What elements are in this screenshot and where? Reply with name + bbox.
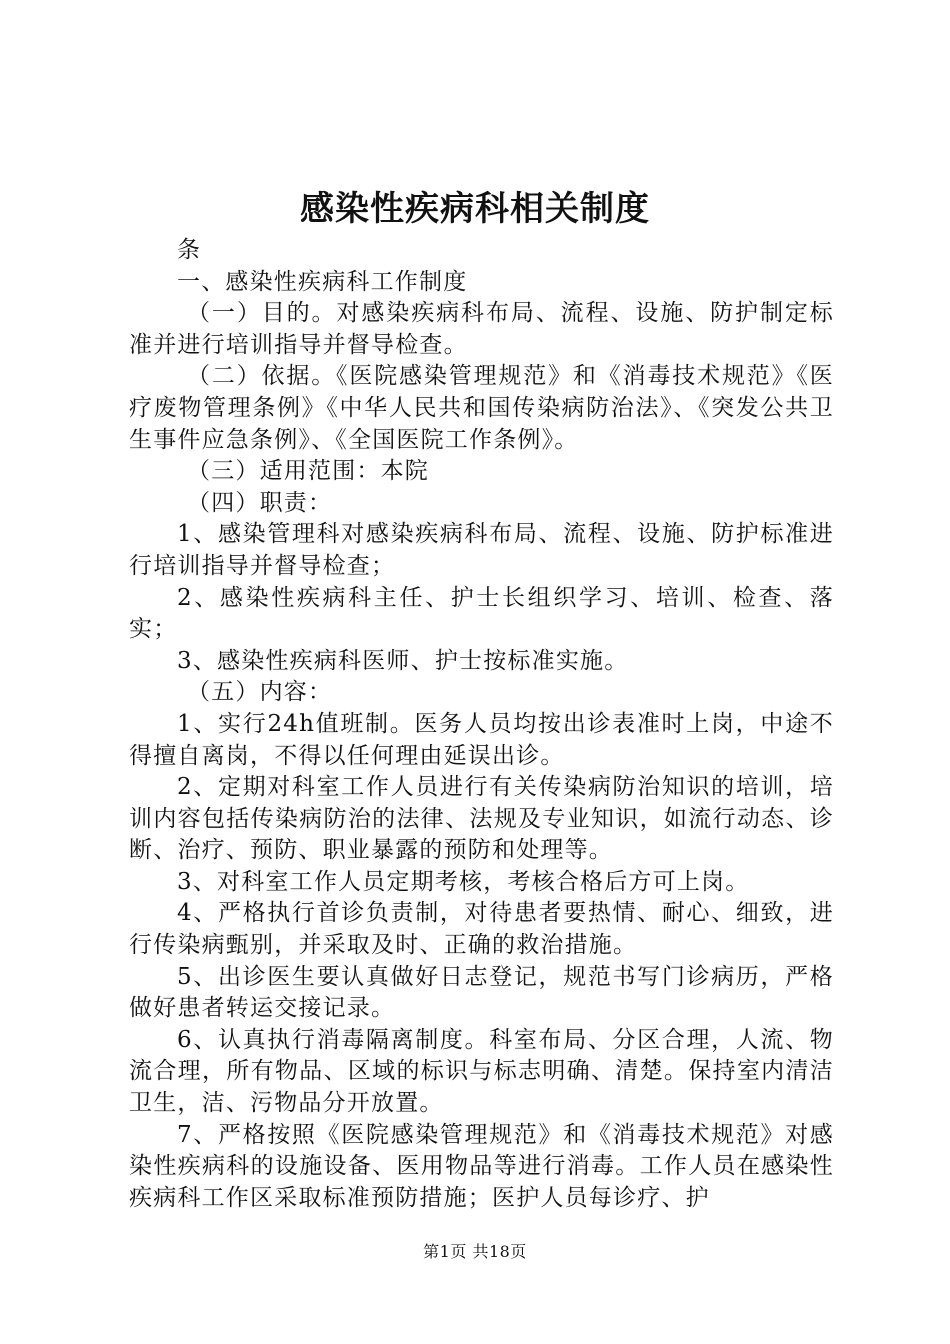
document-title: 感染性疾病科相关制度 bbox=[300, 189, 650, 229]
paragraph: （三）适用范围：本院 bbox=[187, 458, 429, 485]
paragraph: （四）职责： bbox=[187, 489, 333, 516]
paragraph: （五）内容： bbox=[187, 679, 333, 706]
list-item: 1、实行24h值班制。医务人员均按出诊表准时上岗，中途不得擅自离岗，不得以任何理由延误出诊。 bbox=[129, 710, 834, 769]
paragraph: 条 bbox=[177, 237, 202, 263]
list-item: 5、出诊医生要认真做好日志登记，规范书写门诊病历，严格做好患者转运交接记录。 bbox=[129, 963, 834, 1022]
paragraph: （一）目的。对感染疾病科布局、流程、设施、防护制定标准并进行培训指导并督导检查。 bbox=[129, 300, 834, 358]
list-item: 3、感染性疾病科医师、护士按标准实施。 bbox=[177, 647, 629, 674]
page-number-footer: 第1页 共18页 bbox=[423, 1242, 527, 1261]
list-item: 4、严格执行首诊负责制，对待患者要热情、耐心、细致，进行传染病甄别，并采取及时、正确的救治措施。 bbox=[129, 900, 834, 959]
document-body bbox=[129, 235, 834, 1214]
list-item: 7、严格按照《医院感染管理规范》和《消毒技术规范》对感染性疾病科的设施设备、医用物品等进行消毒。工作人员在感染性疾病科工作区采取标准预防措施；医护人员每诊疗、护 bbox=[129, 1121, 834, 1211]
paragraph: （二）依据。《医院感染管理规范》和《消毒技术规范》《医疗废物管理条例》《中华人民共和国传染病防治法》、《突发公共卫生事件应急条例》、《全国医院工作条例》。 bbox=[129, 363, 834, 453]
section-heading: 一、感染性疾病科工作制度 bbox=[177, 268, 468, 295]
list-item: 1、感染管理科对感染疾病科布局、流程、设施、防护标准进行培训指导并督导检查； bbox=[129, 521, 834, 579]
list-item: 2、定期对科室工作人员进行有关传染病防治知识的培训，培训内容包括传染病防治的法律、法规及专业知识，如流行动态、诊断、治疗、预防、职业暴露的预防和处理等。 bbox=[129, 774, 834, 864]
list-item: 6、认真执行消毒隔离制度。科室布局、分区合理，人流、物流合理，所有物品、区域的标识与标志明确、清楚。保持室内清洁卫生，洁、污物品分开放置。 bbox=[129, 1026, 834, 1117]
list-item: 3、对科室工作人员定期考核，考核合格后方可上岗。 bbox=[177, 868, 750, 895]
list-item: 2、感染性疾病科主任、护士长组织学习、培训、检查、落实； bbox=[129, 584, 834, 643]
